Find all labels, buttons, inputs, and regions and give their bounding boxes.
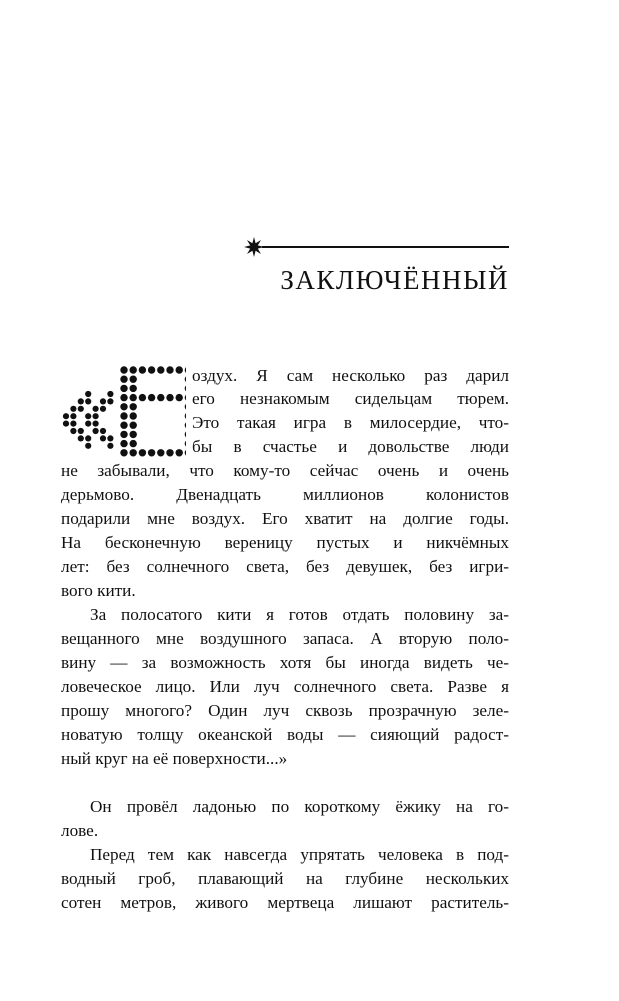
text-line: его незнакомым сидельцам тюрем. xyxy=(192,389,509,408)
text-line: Перед тем как навсегда упрятать человека в под- xyxy=(90,845,509,864)
star-burst-icon xyxy=(244,237,264,257)
text-line: вого кити. xyxy=(61,581,136,600)
text-line: не забывали, что кому-то сейчас очень и очень xyxy=(61,461,509,480)
dropcap-letters xyxy=(62,364,186,460)
text-line: вину — за возможность хотя бы иногда видеть че- xyxy=(61,653,509,672)
text-line: прошу многого? Один луч сквозь прозрачную зеле- xyxy=(61,701,509,720)
chapter-title: ЗАКЛЮЧЁННЫЙ xyxy=(280,265,509,295)
text-line: дерьмово. Двенадцать миллионов колонистов xyxy=(61,485,509,504)
text-line: лове. xyxy=(61,821,99,840)
text-line: Это такая игра в милосердие, что- xyxy=(192,413,509,432)
text-line: бы в счастье и довольстве люди xyxy=(192,437,509,456)
text-line: вещанного мне воздушного запаса. А вторую поло- xyxy=(61,629,509,648)
text-line: подарили мне воздух. Его хватит на долгие годы. xyxy=(61,509,509,528)
text-line: оздух. Я сам несколько раз дарил xyxy=(192,366,509,385)
text-line: лет: без солнечного света, без девушек, без игри- xyxy=(61,557,509,576)
text-line: водный гроб, плавающий на глубине нескольких xyxy=(61,869,509,888)
text-line: сотен метров, живого мертвеца лишают раститель- xyxy=(61,893,509,912)
chapter-rule xyxy=(262,246,509,248)
text-line: Он провёл ладонью по короткому ёжику на го- xyxy=(90,797,509,816)
text-line: ловеческое лицо. Или луч солнечного света. Разве я xyxy=(61,677,509,696)
text-line: За полосатого кити я готов отдать половину за- xyxy=(90,605,509,624)
text-line: На бесконечную вереницу пустых и никчёмных xyxy=(61,533,509,552)
text-line: ный круг на её поверхности...» xyxy=(61,749,288,768)
text-line: новатую толщу океанской воды — сияющий радост- xyxy=(61,725,509,744)
